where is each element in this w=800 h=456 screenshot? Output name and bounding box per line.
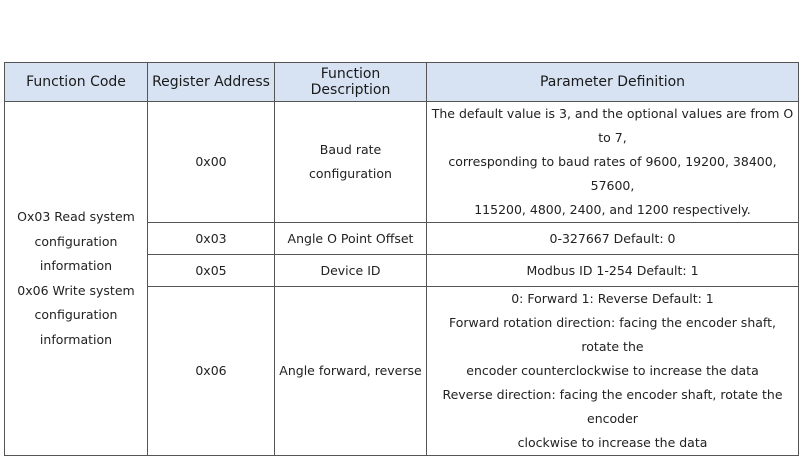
header-function-description: Function Description xyxy=(275,63,427,102)
definition-line: encoder counterclockwise to increase the data xyxy=(466,363,759,378)
header-function-code: Function Code xyxy=(5,63,148,102)
definition-line: clockwise to increase the data xyxy=(517,435,708,450)
definition-line: Reverse direction: facing the encoder shaft, rotate the encoder xyxy=(442,387,783,426)
register-address-cell: 0x06 xyxy=(148,287,275,456)
definition-line: 115200, 4800, 2400, and 1200 respectively. xyxy=(474,202,751,217)
function-code-line: 0x06 Write system xyxy=(17,282,135,298)
parameter-definition-cell: Modbus ID 1-254 Default: 1 xyxy=(427,255,799,287)
function-code-line: configuration xyxy=(34,233,118,249)
function-description-cell: Angle O Point Offset xyxy=(275,223,427,255)
parameter-definition-cell: 0-327667 Default: 0 xyxy=(427,223,799,255)
function-code-line: Ox03 Read system xyxy=(17,209,135,224)
function-code-line: configuration xyxy=(34,307,118,322)
definition-line: The default value is 3, and the optional values are from O to 7, xyxy=(431,106,794,145)
table-row xyxy=(5,102,799,223)
definition-line: 0: Forward 1: Reverse Default: 1 xyxy=(511,291,714,306)
register-address-cell: 0x05 xyxy=(148,255,275,287)
parameter-definition-cell xyxy=(427,287,799,456)
register-address-cell: 0x03 xyxy=(148,223,275,255)
parameter-definition-cell xyxy=(427,102,799,223)
function-description-cell: Angle forward, reverse xyxy=(275,287,427,456)
header-register-address: Register Address xyxy=(148,63,275,102)
function-code-line: information xyxy=(39,258,113,273)
function-code-cell xyxy=(5,102,148,456)
definition-line: Forward rotation direction: facing the encoder shaft, rotate the xyxy=(449,315,776,354)
function-description-cell: Baud rate configuration xyxy=(275,102,427,223)
register-table xyxy=(4,62,799,456)
function-description-cell: Device ID xyxy=(275,255,427,287)
function-code-line: information xyxy=(39,331,113,347)
register-address-cell: 0x00 xyxy=(148,102,275,223)
definition-line: corresponding to baud rates of 9600, 19200, 38400, 57600, xyxy=(448,154,777,193)
header-row xyxy=(5,63,799,102)
header-parameter-definition: Parameter Definition xyxy=(427,63,799,102)
